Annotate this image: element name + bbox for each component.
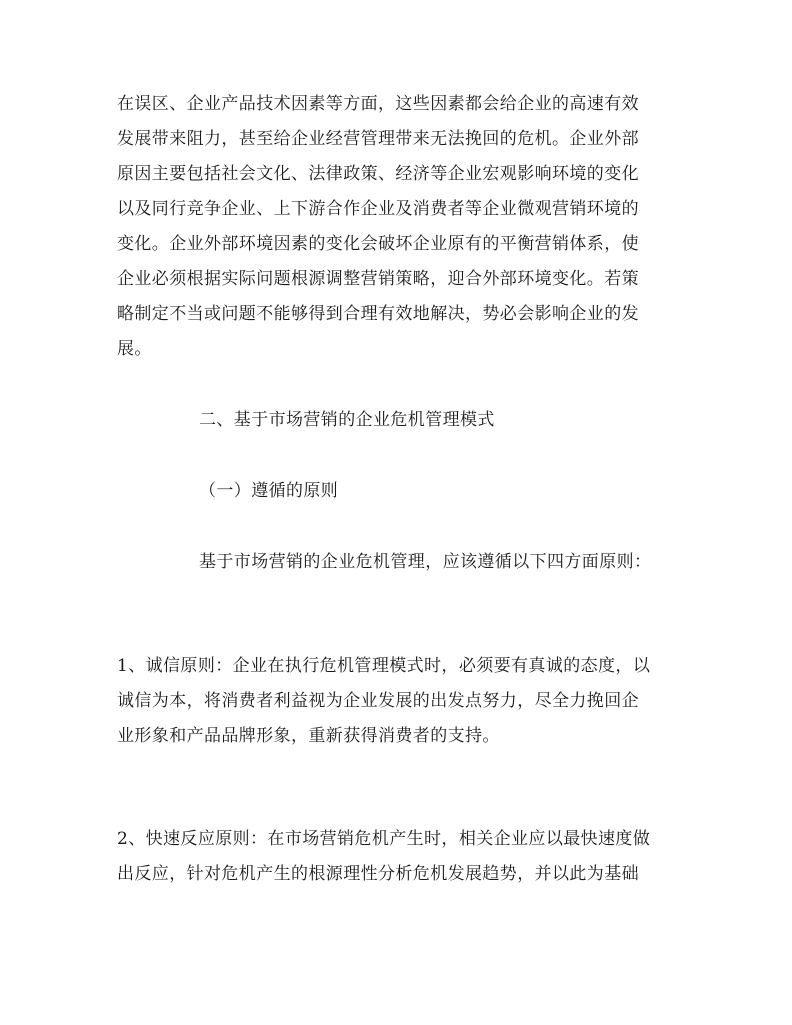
paragraph-line: 略制定不当或问题不能够得到合理有效地解决，势必会影响企业的发 <box>117 304 639 324</box>
paragraph-line: 原因主要包括社会文化、法律政策、经济等企业宏观影响环境的变化 <box>117 164 639 184</box>
paragraph-line: 在误区、企业产品技术因素等方面，这些因素都会给企业的高速有效 <box>117 94 639 114</box>
paragraph-line: 变化。企业外部环境因素的变化会破坏企业原有的平衡营销体系，使 <box>117 234 639 254</box>
paragraph-line: 2、快速反应原则：在市场营销危机产生时，相关企业应以最快速度做 <box>117 829 651 849</box>
paragraph-line: 诚信为本，将消费者利益视为企业发展的出发点努力，尽全力挽回企 <box>117 691 639 711</box>
paragraph-line: 以及同行竞争企业、上下游合作企业及消费者等企业微观营销环境的 <box>117 199 639 219</box>
paragraph-line: 企业必须根据实际问题根源调整营销策略，迎合外部环境变化。若策 <box>117 269 639 289</box>
subsection-heading: （一）遵循的原则 <box>199 481 339 501</box>
paragraph-line: 出反应，针对危机产生的根源理性分析危机发展趋势，并以此为基础 <box>117 864 639 884</box>
paragraph-line: 1、诚信原则：企业在执行危机管理模式时，必须要有真诚的态度，以 <box>117 656 651 676</box>
paragraph-line: 发展带来阻力，甚至给企业经营管理带来无法挽回的危机。企业外部 <box>117 129 639 149</box>
intro-sentence: 基于市场营销的企业危机管理，应该遵循以下四方面原则： <box>199 552 652 572</box>
section-heading: 二、基于市场营销的企业危机管理模式 <box>199 410 495 430</box>
paragraph-line: 展。 <box>117 339 152 359</box>
paragraph-line: 业形象和产品品牌形象，重新获得消费者的支持。 <box>117 726 500 746</box>
